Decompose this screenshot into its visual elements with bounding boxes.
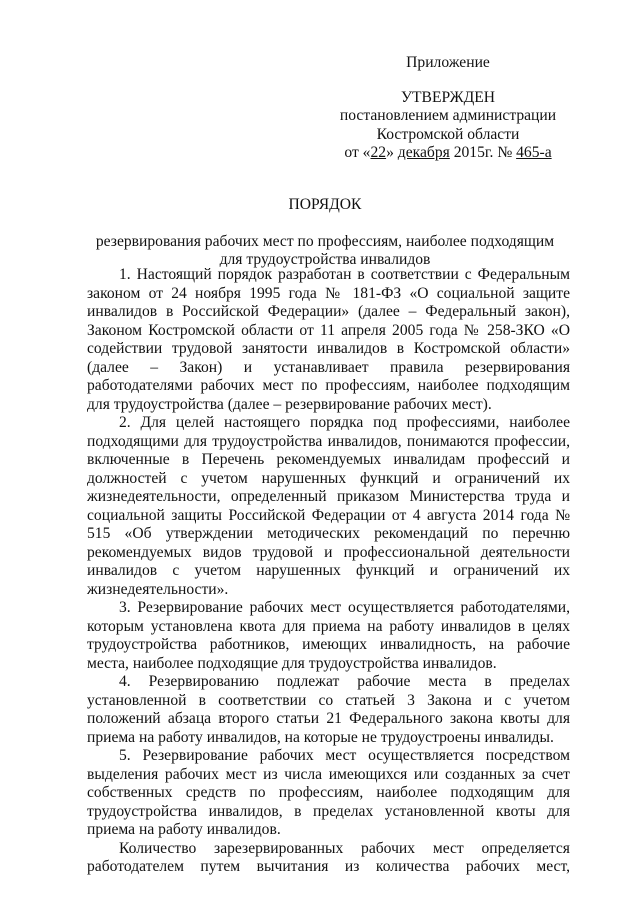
date-month: декабря: [397, 144, 450, 161]
date-year: 2015г. №: [449, 144, 517, 161]
date-day: 22: [370, 144, 387, 161]
approval-block: [318, 54, 578, 163]
approved-label: УТВЕРЖДЕН: [400, 88, 495, 106]
document-body: [87, 266, 570, 877]
paragraph-2: 2. Для целей настоящего порядка под профессиями, наиболее подходящими для трудоустройства инвалидов, понимаются профессии, включенные в Перечень рекомендуемых инвалидам профессий и должностей с учетом нарушенных функций и ограничений их жизнедеятельности, определенный приказом Министерства труда и социальной защиты Российской Федерации от 4 августа 2014 года № 515 «Об утверждении методических рекомендаций по перечню рекомендуемых видов трудовой и профессиональной деятельности инвалидов с учетом нарушенных функций и ограничений их жизнедеятельности».: [87, 414, 570, 598]
approval-date-line: [318, 144, 578, 163]
paragraph-5: 5. Резервирование рабочих мест осуществляется посредством выделения рабочих мест из числа имеющихся или созданных за счет собственных средств по профессиям, наиболее подходящим для трудоустройства инвалидов, в пределах установленной квоты для приема на работу инвалидов.: [87, 747, 570, 838]
title-line1: резервирования рабочих мест по профессиям, наиболее подходящим: [95, 232, 555, 250]
approved-by-line2: Костромской области: [376, 125, 520, 143]
appendix-label: Приложение: [406, 54, 490, 71]
approved-by-line1: постановлением администрации: [339, 107, 557, 124]
paragraph-4: 4. Резервированию подлежат рабочие места в пределах установленной в соответствии со статьей 3 Закона и с учетом положений абзаца второго статьи 21 Федерального закона квоты для приема на работу инвалидов, на которые не трудоустроены инвалиды.: [87, 673, 570, 746]
document-title: [60, 196, 590, 270]
date-prefix: от «: [344, 144, 371, 161]
title-heading: ПОРЯДОК: [288, 196, 362, 213]
doc-number: 465-а: [516, 144, 552, 161]
paragraph-3: 3. Резервирование рабочих мест осуществляется работодателями, которым установлена квота для приема на работу инвалидов в целях трудоустройства работников, имеющих инвалидность, на рабочие места, наиболее подходящие для трудоустройства инвалидов.: [87, 599, 570, 672]
title-line2: для трудоустройства инвалидов: [219, 251, 431, 268]
paragraph-6: Количество зарезервированных рабочих мест определяется работодателем путем вычитания из количества рабочих мест,: [87, 839, 570, 875]
paragraph-1: 1. Настоящий порядок разработан в соответствии с Федеральным законом от 24 ноября 1995 года № 181-ФЗ «О социальной защите инвалидов в Российской Федерации» (далее – Федеральный закон), Законом Костромской области от 11 апреля 2005 года № 258-ЗКО «О содействии трудовой занятости инвалидов в Костромской области» (далее – Закон) и устанавливает правила резервирования работодателями рабочих мест по профессиям, наиболее подходящим для трудоустройства (далее – резервирование рабочих мест).: [87, 266, 570, 413]
date-mid: »: [386, 144, 398, 161]
